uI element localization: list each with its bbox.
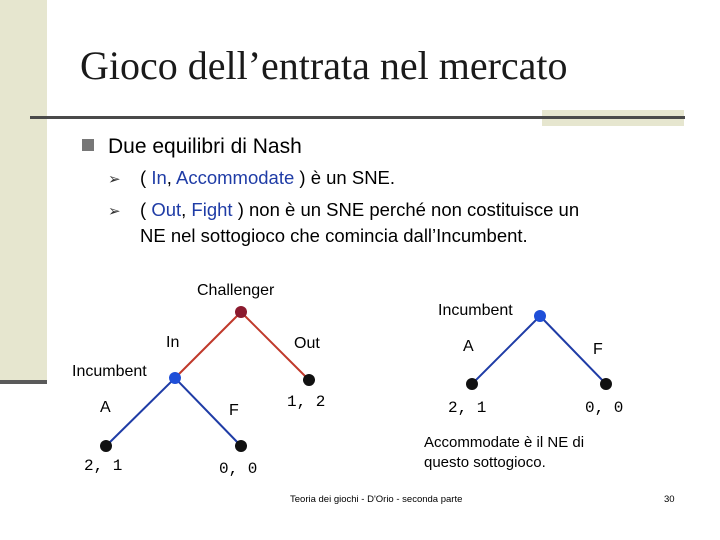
incumbent-node-right [534,310,546,322]
label-in: In [166,334,180,351]
label-f-right: F [593,341,603,358]
payoff-right-a: 2, 1 [448,399,487,417]
terminal-node-left-a [100,440,112,452]
terminal-node-left-f [235,440,247,452]
page-number: 30 [664,494,675,505]
payoff-left-f: 0, 0 [219,460,258,478]
label-a-left: A [100,399,111,416]
payoff-left-a: 2, 1 [84,457,123,475]
label-out: Out [294,335,320,352]
label-incumbent-right: Incumbent [438,302,513,319]
edge-right-a [472,316,540,384]
terminal-node-out [303,374,315,386]
arrow-bullet-icon: ➢ [108,171,121,188]
incumbent-node-left [169,372,181,384]
sub-bullet-not-sne: ➢ ( Out, Fight ) non è un SNE perché non costituisce un [108,199,580,220]
bullet-nash-equilibria: Due equilibri di Nash [82,135,302,159]
label-incumbent-left: Incumbent [72,363,147,380]
footer-text: Teoria dei giochi - D'Orio - seconda parte [290,494,463,505]
subgame-note: Accommodate è il NE di questo sottogioco. [424,434,585,471]
payoff-out: 1, 2 [287,393,326,411]
label-a-right: A [463,338,474,355]
edge-left-a [106,378,175,446]
terminal-node-right-f [600,378,612,390]
slide-title: Gioco dell’entrata nel mercato [80,43,568,88]
terminal-node-right-a [466,378,478,390]
challenger-node [235,306,247,318]
label-f-left: F [229,402,239,419]
payoff-right-f: 0, 0 [585,399,624,417]
edge-in [175,312,241,378]
sub-bullet-sne: ➢ ( In, Accommodate ) è un SNE. [108,167,396,188]
arrow-bullet-icon: ➢ [108,203,121,220]
label-challenger: Challenger [197,282,275,299]
sub-bullet-not-sne-continuation: NE nel sottogioco che comincia dall’Incumbent. [140,225,528,246]
